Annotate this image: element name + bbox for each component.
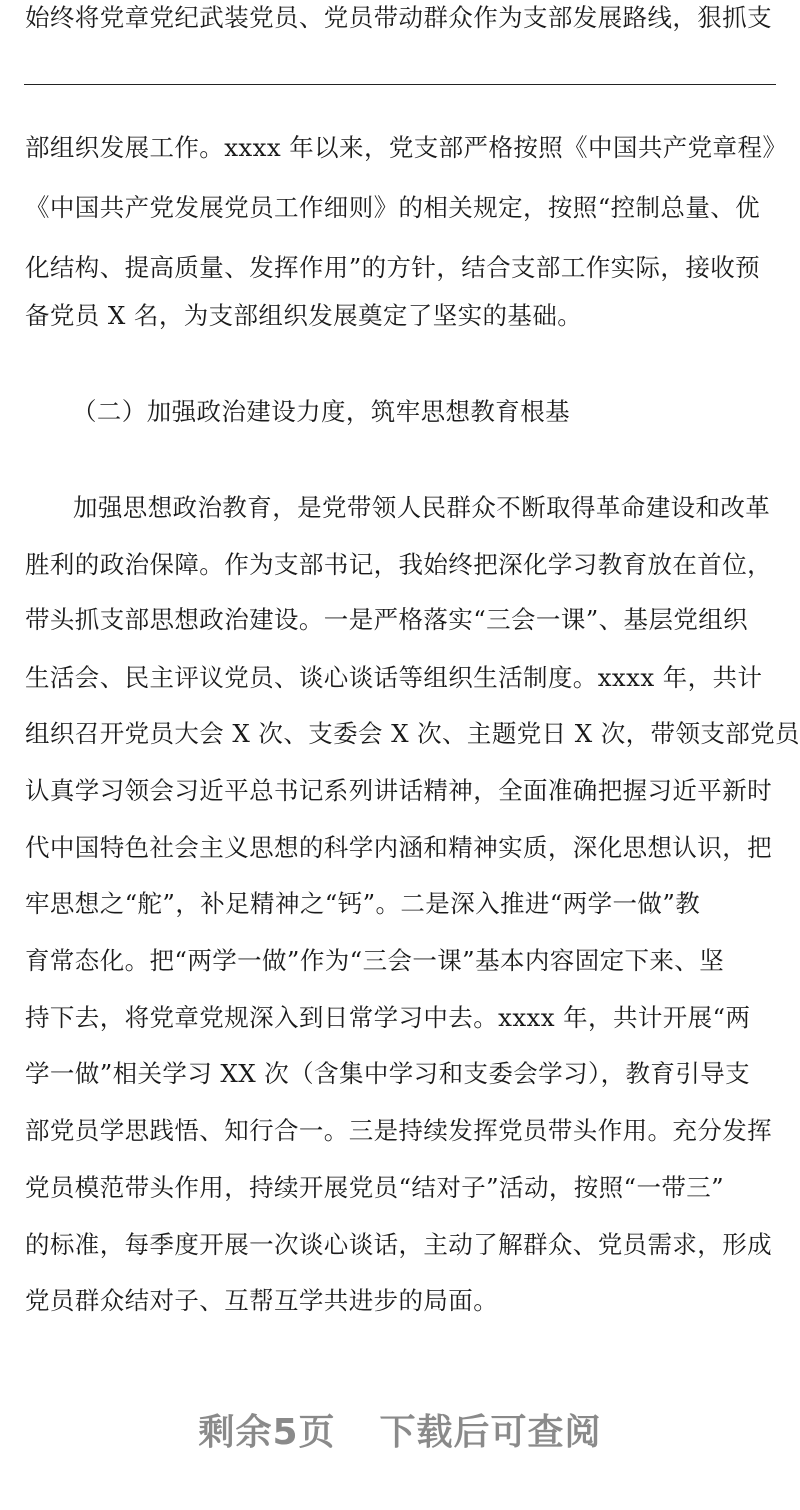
paragraph2-line: 代中国特色社会主义思想的科学内涵和精神实质，深化思想认识，把 [25, 833, 772, 862]
paragraph2-line: 党员模范带头作用，持续开展党员“结对子”活动，按照“一带三” [25, 1173, 725, 1202]
remaining-pages-label: 剩余5页 [198, 1412, 336, 1453]
paragraph1-line: 《中国共产党发展党员工作细则》的相关规定，按照“控制总量、优 [25, 193, 761, 222]
download-hint-label: 下载后可查阅 [379, 1412, 602, 1453]
paragraph2-line: 持下去，将党章党规深入到日常学习中去。xxxx 年，共计开展“两 [25, 1003, 751, 1032]
paragraph2-line: 带头抓支部思想政治建设。一是严格落实“三会一课”、基层党组织 [25, 605, 749, 634]
paragraph1-line: 备党员 X 名，为支部组织发展奠定了坚实的基础。 [25, 301, 583, 330]
paragraph2-line: 学一做”相关学习 XX 次（含集中学习和支委会学习），教育引导支 [25, 1059, 751, 1088]
paragraph2-line: 认真学习领会习近平总书记系列讲话精神，全面准确把握习近平新时 [25, 776, 772, 805]
paragraph2-line: 生活会、民主评议党员、谈心谈话等组织生活制度。xxxx 年，共计 [25, 663, 763, 692]
page-divider [24, 84, 776, 85]
paragraph1-line: 化结构、提高质量、发挥作用”的方针，结合支部工作实际，接收预 [25, 253, 761, 282]
download-prompt[interactable] [0, 1410, 800, 1456]
paragraph2-line: 组织召开党员大会 X 次、支委会 X 次、主题党日 X 次，带领支部党员 [25, 719, 800, 748]
paragraph2-line: 牢思想之“舵”，补足精神之“钙”。二是深入推进“两学一做”教 [25, 889, 701, 918]
paragraph2-line: 的标准，每季度开展一次谈心谈话，主动了解群众、党员需求，形成 [25, 1230, 772, 1259]
paragraph2-line: 党员群众结对子、互帮互学共进步的局面。 [25, 1286, 499, 1315]
top-text-fragment: 始终将党章党纪武装党员、党员带动群众作为支部发展路线，狠抓支 [25, 3, 772, 32]
paragraph2-line: 部党员学思践悟、知行合一。三是持续发挥党员带头作用。充分发挥 [25, 1116, 772, 1145]
paragraph1-line: 部组织发展工作。xxxx 年以来，党支部严格按照《中国共产党章程》 [25, 133, 788, 162]
section-heading: （二）加强政治建设力度，筑牢思想教育根基 [72, 397, 570, 426]
paragraph2-line: 加强思想政治教育，是党带领人民群众不断取得革命建设和改革 [73, 493, 771, 522]
paragraph2-line: 育常态化。把“两学一做”作为“三会一课”基本内容固定下来、坚 [25, 946, 725, 975]
paragraph2-line: 胜利的政治保障。作为支部书记，我始终把深化学习教育放在首位， [25, 550, 772, 579]
